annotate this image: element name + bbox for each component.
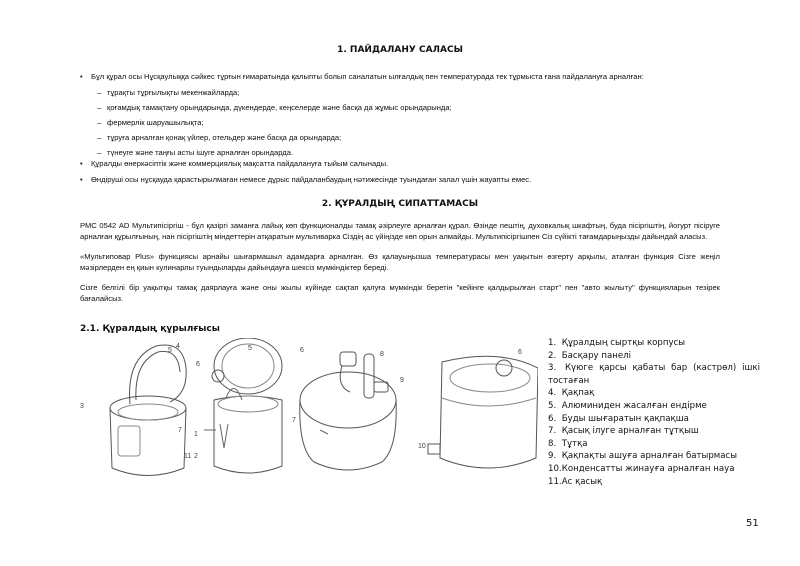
- parts-list-item: 10. Конденсатты жинауға арналған науа: [548, 463, 735, 474]
- device-illustration: [78, 338, 538, 483]
- subsection-title: 2.1. Құралдың құрылғысы: [80, 324, 220, 334]
- parts-list-item: 7. Қасық ілуге арналған тұтқыш: [548, 426, 699, 437]
- paragraph: «Мультиповар Plus» функциясы арнайы шығармашыл адамдарға арналған. Өз қалауыңызша температурасы мен уақытын өзгерту арқылы, аталған функция Сізге жеңіл мәзірлерден ең қиын кулинарлы туындыларды дайындауға шексіз мүмкіндіктер береді.: [80, 252, 720, 272]
- callout-label: 6: [518, 349, 522, 356]
- callout-label: 5: [248, 345, 252, 352]
- bullet-icon: •: [80, 72, 83, 81]
- callout-label: 3: [80, 403, 84, 410]
- dash-icon: –: [97, 133, 102, 142]
- bullet-icon: •: [80, 159, 83, 168]
- parts-list-item: 1. Құралдың сыртқы корпусы: [548, 338, 686, 348]
- callout-label: 6: [196, 361, 200, 368]
- callout-label: 10: [418, 443, 426, 450]
- parts-list-item: 9. Қақпақты ашуға арналған батырмасы: [548, 451, 738, 462]
- dash-icon: –: [97, 118, 102, 127]
- callout-label: 1: [194, 431, 198, 438]
- page-number: 51: [746, 518, 759, 529]
- parts-list-item: 11. Ас қасық: [548, 476, 603, 487]
- bullet-icon: •: [80, 175, 83, 184]
- parts-list-item: 4. Қақпақ: [548, 388, 595, 399]
- callout-label: 4: [176, 343, 180, 350]
- callout-label: 9: [400, 377, 404, 384]
- parts-list-item: 8. Тұтқа: [548, 438, 588, 449]
- callout-label: 6: [300, 347, 304, 354]
- dash-icon: –: [97, 148, 102, 157]
- parts-list: [548, 337, 760, 488]
- callout-label: 5: [168, 347, 172, 354]
- callout-label: 8: [380, 351, 384, 358]
- dash-icon: –: [97, 88, 102, 97]
- callout-label: 7: [178, 427, 182, 434]
- manual-page: 1. ПАЙДАЛАНУ САЛАСЫ • Бұл құрал осы Нұсқаулыққа сәйкес тұрғын ғимаратында қалыпты болып саналатын ылғалдық пен температурада тек тұрмыста ғана пайдалануға арналған: – тұрақты тұрғылықты мекенжайларда; – қоғамдық тамақтану орындарында, дүкендерде, кеңселерде және басқа да жұмыс орындарында; – фермерлік шаруашылықта; – тұруға арналған қонақ үйлер, отельдер және басқа да орындарда; – түнеуге және таңғы асты ішуге арналған орындарда. • Құралды өнеркәсіптік және коммерциялық мақсатта пайдалануға тыйым салынады. • Өндіруші осы нұсқауда қарастырылмаған немесе дұрыс пайдаланбаудың нәтижесінде туындаған залал үшін жауапты емес. 2. ҚҰРАЛДЫҢ СИПАТТАМАСЫ РМС 0542 AD Мультипісіргіш - бұл қазіргі заманға лайық көп функционалды тамақ әзірлеуге арналған құрал. Өзінде пештің, духовкалық шкафтың, буда пісіргіштің, йогурт пісіруге арналған құрылғының, нан пісіргіштің міндеттерін атқаратын мультиварка Сіздің ас үйіңізде көп орын алмайды. Мультипісіргішпен Сіз сүйікті тағамдарыңызды дайындай аласыз. «Мультиповар Plus» функциясы арнайы шығармашыл адамдарға арналған. Өз қалауыңызша температурасы мен уақытын өзгерту арқылы, аталған функция Сізге жеңіл мәзірлерден ең қиын кулинарлы туындыларды дайындауға шексіз мүмкіндіктер береді. Сізге белгілі бір уақытқы тамақ даярлауға және оны жылы күйінде сақтап қалуға мүмкіндік беретін "кейінге қалдырылған старт" пен "авто жылыту" функцияларын тезірек бағалайсыз. 2.1. Құралдың құрылғысы 3 1 2 5 4 6 5 7 11 6 8 9 7 6 10 1. Құралдың сыртқы корпусы 2. Басқару панелі 3. Күюге қарсы қабаты бар (кастрөл) ішкі тостаған 4. Қақпақ 5. Алюминиден жасалған ендірме 6. Буды шығаратын қақпақша 7. Қасық ілуге арналған тұтқыш 8. Тұтқа 9. Қақпақты ашуға арналған батырмасы 10. Конденсатты жинауға арналған науа 11. Ас қасық 51: [0, 0, 800, 566]
- dash-icon: –: [97, 103, 102, 112]
- paragraph: Сізге белгілі бір уақытқы тамақ даярлауға және оны жылы күйінде сақтап қалуға мүмкіндік беретін "кейінге қалдырылған старт" пен "авто жылыту" функцияларын тезірек бағалайсыз.: [80, 283, 720, 303]
- section-title-usage: 1. ПАЙДАЛАНУ САЛАСЫ: [337, 45, 463, 55]
- parts-list-item: 3. Күюге қарсы қабаты бар (кастрөл) ішкі тостаған: [548, 363, 760, 386]
- callout-label: 7: [292, 417, 296, 424]
- section-title-description: 2. ҚҰРАЛДЫҢ СИПАТТАМАСЫ: [321, 199, 479, 209]
- paragraph: РМС 0542 AD Мультипісіргіш - бұл қазіргі заманға лайық көп функционалды тамақ әзірлеуге арналған құрал. Өзінде пештің, духовкалық шкафтың, буда пісіргіштің, йогурт пісіруге арналған құрылғының, нан пісіргіштің міндеттерін атқаратын мультиварка Сіздің ас үйіңізде көп орын алмайды. Мультипісіргішпен Сіз сүйікті тағамдарыңызды дайындай аласыз.: [80, 221, 720, 241]
- callout-label: 2: [194, 453, 198, 460]
- parts-list-item: 2. Басқару панелі: [548, 350, 632, 361]
- parts-list-item: 5. Алюминиден жасалған ендірме: [548, 400, 707, 411]
- callout-label: 11: [184, 453, 192, 460]
- parts-list-item: 6. Буды шығаратын қақпақша: [548, 413, 689, 424]
